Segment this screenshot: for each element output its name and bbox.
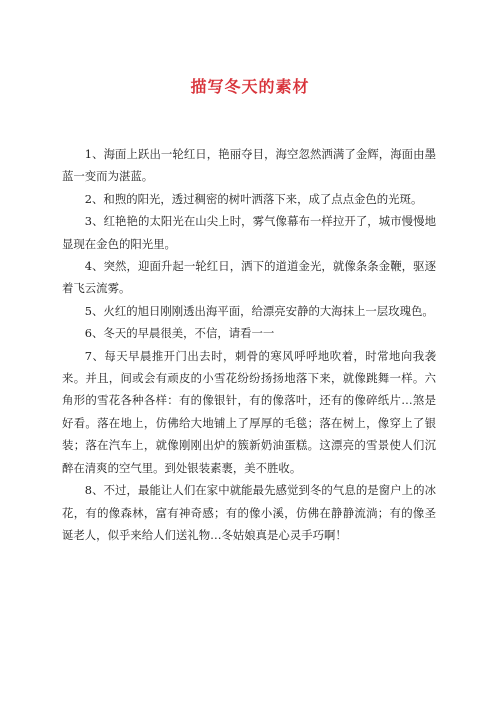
- paragraph: 2、和煦的阳光，透过稠密的树叶洒落下来，成了点点金色的光斑。: [84, 191, 423, 206]
- paragraph: 3、红艳艳的太阳光在山尖上时，雾气像幕布一样拉开了，城市慢慢地显现在金色的阳光里。: [62, 214, 436, 251]
- document-body: [62, 143, 436, 546]
- document-title: 描写冬天的素材: [190, 77, 310, 96]
- paragraph: 4、突然，迎面升起一轮红日，洒下的道道金光，就像条条金鞭，驱逐着飞云流雾。: [62, 259, 436, 296]
- paragraph: 1、海面上跃出一轮红日，艳丽夺目，海空忽然洒满了金辉，海面由墨蓝一变而为湛蓝。: [62, 147, 436, 184]
- paragraph: 8、不过，最能让人们在家中就能最先感觉到冬的气息的是窗户上的冰花，有的像森林，富有神奇感；有的像小溪，仿佛在静静流淌；有的像圣诞老人，似乎来给人们送礼物…冬姑娘真是心灵手巧啊！: [62, 483, 436, 542]
- paragraph: 6、冬天的早晨很美，不信，请看一一: [84, 326, 275, 341]
- paragraph: 7、每天早晨推开门出去时，刺骨的寒风呼呼地吹着，时常地向我袭来。并且，间或会有顽皮的小雪花纷纷扬扬地落下来，就像跳舞一样。六角形的雪花各种各样：有的像银针，有的像落叶，还有的像碎纸片…煞是好看。落在地上，仿佛给大地铺上了厚厚的毛毯；落在树上，像穿上了银装；落在汽车上，就像刚刚出炉的簇新奶油蛋糕。这漂亮的雪景使人们沉醉在清爽的空气里。到处银装素裹，美不胜收。: [62, 348, 436, 475]
- paragraph: 5、火红的旭日刚刚透出海平面，给漂亮安静的大海抹上一层玫瑰色。: [84, 303, 434, 318]
